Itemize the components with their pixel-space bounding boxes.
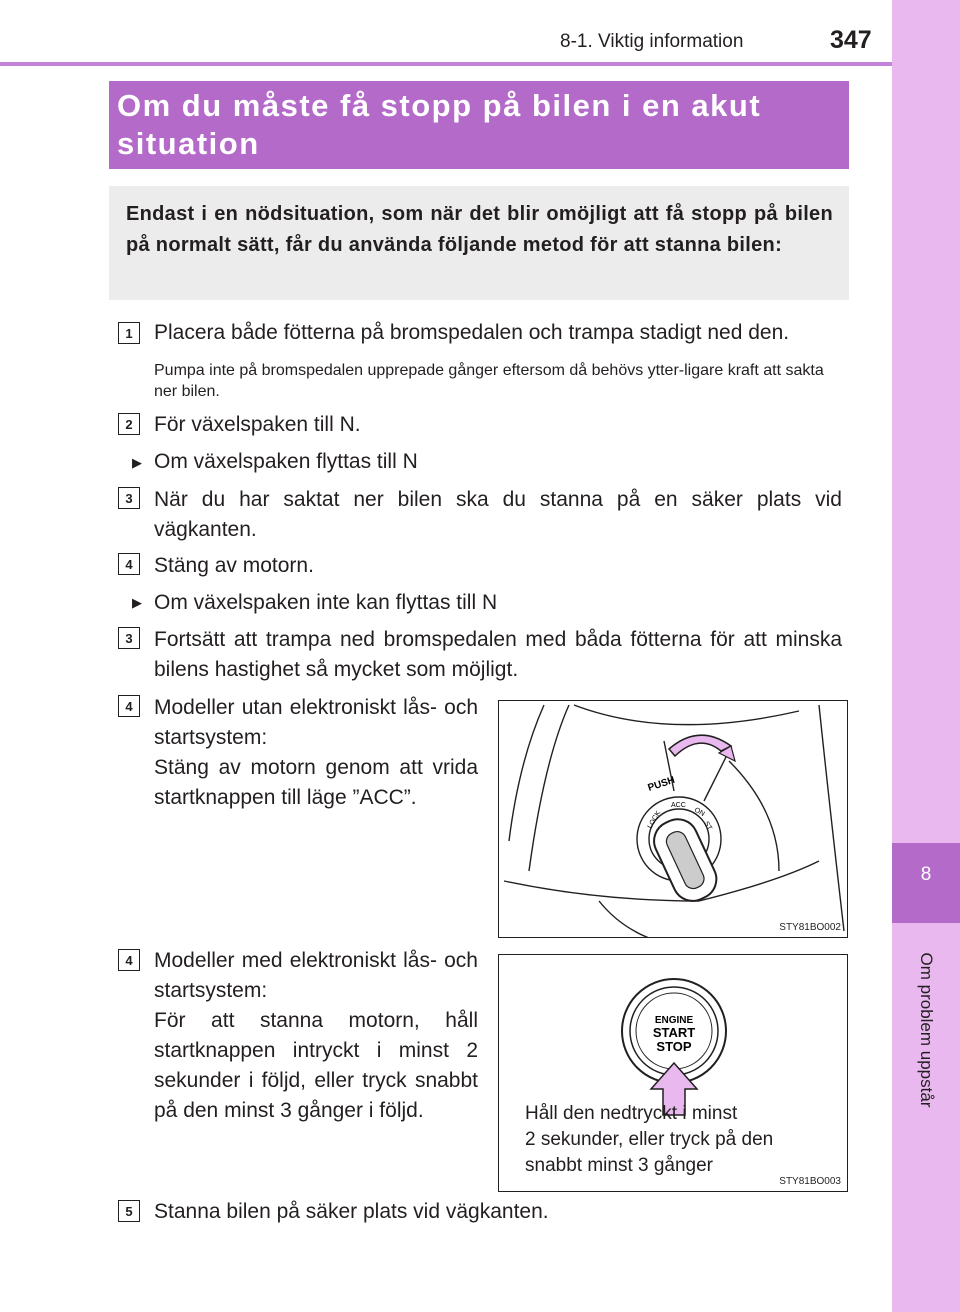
- page-title: [109, 81, 849, 169]
- step-badge-3a: 3: [118, 487, 140, 509]
- chapter-number: 8: [920, 864, 932, 885]
- ignition-switch-figure: [498, 700, 848, 938]
- caption-line-3: snabbt minst 3 gånger: [525, 1155, 714, 1176]
- intro-text: Endast i en nödsituation, som när det blir omöjligt att få stopp på bilen på normalt sätt, får du använda följande metod för att stanna bilen:: [126, 203, 833, 256]
- page-title-line-2: situation: [117, 126, 260, 161]
- step-4b-text: [154, 693, 478, 813]
- step-1-note: Pumpa inte på bromspedalen upprepade gånger eftersom då behövs ytter-ligare kraft att sakta ner bilen.: [154, 362, 824, 400]
- intro-box: [109, 186, 849, 300]
- figure-2-code: STY81BO003: [779, 1176, 841, 1187]
- lock-label: LOCK: [646, 809, 663, 830]
- step-4a-text: Stäng av motorn.: [154, 554, 314, 577]
- header-divider: [0, 62, 892, 66]
- step-3a-text: När du har saktat ner bilen ska du stanna på en säker plats vid vägkanten.: [154, 488, 842, 541]
- step-badge-4b: 4: [118, 695, 140, 717]
- triangle-bullet-icon: ▶: [132, 455, 142, 470]
- stop-label: STOP: [656, 1039, 692, 1054]
- step-badge-1: 1: [118, 322, 140, 344]
- step-4c-text: [154, 946, 478, 1126]
- step-4b-condition: Modeller utan elektroniskt lås- och startsystem:: [154, 696, 478, 749]
- step-badge-2: 2: [118, 413, 140, 435]
- step-badge-4a: 4: [118, 553, 140, 575]
- step-3b-text: Fortsätt att trampa ned bromspedalen med båda fötterna för att minska bilens hastighet så mycket som möjligt.: [154, 628, 842, 681]
- step-5-text: Stanna bilen på säker plats vid vägkanten.: [154, 1200, 549, 1223]
- acc-label: ACC: [671, 802, 686, 809]
- step-badge-5: 5: [118, 1200, 140, 1222]
- chapter-title: Om problem uppstår: [917, 952, 936, 1108]
- step-badge-4c: 4: [118, 949, 140, 971]
- step-4b-instruction: Stäng av motorn genom att vrida startknappen till läge ”ACC”.: [154, 756, 478, 809]
- page-title-line-1: Om du måste få stopp på bilen i en akut: [117, 88, 762, 123]
- step-badge-3b: 3: [118, 627, 140, 649]
- triangle-bullet-icon: ▶: [132, 595, 142, 610]
- page-number: 347: [830, 26, 872, 54]
- caption-line-2: 2 sekunder, eller tryck på den: [525, 1129, 774, 1150]
- case-2-heading: Om växelspaken inte kan flyttas till N: [154, 591, 498, 614]
- step-4c-instruction: För att stanna motorn, håll startknappen intryckt i minst 2 sekunder i följd, eller tryck snabbt på den minst 3 gånger i följd.: [154, 1009, 478, 1122]
- ignition-switch-illustration: [499, 701, 848, 938]
- step-2-text: För växelspaken till N.: [154, 413, 361, 436]
- caption-line-1: Håll den nedtryckt i minst: [525, 1103, 738, 1124]
- engine-label: ENGINE: [654, 1015, 694, 1026]
- figure-1-code: STY81BO002: [779, 922, 841, 933]
- figure-2-caption: [525, 1101, 773, 1179]
- start-label: START: [652, 1025, 696, 1040]
- case-1-heading: Om växelspaken flyttas till N: [154, 450, 418, 473]
- st-label: ST: [702, 820, 713, 832]
- on-label: ON: [693, 806, 706, 818]
- chapter-sidebar: [892, 0, 960, 1312]
- engine-start-stop-figure: [498, 954, 848, 1192]
- step-1-text: Placera både fötterna på bromspedalen och trampa stadigt ned den.: [154, 321, 790, 344]
- step-4c-condition: Modeller med elektroniskt lås- och startsystem:: [154, 949, 478, 1002]
- section-title: 8-1. Viktig information: [560, 31, 744, 52]
- push-label: PUSH: [646, 774, 677, 794]
